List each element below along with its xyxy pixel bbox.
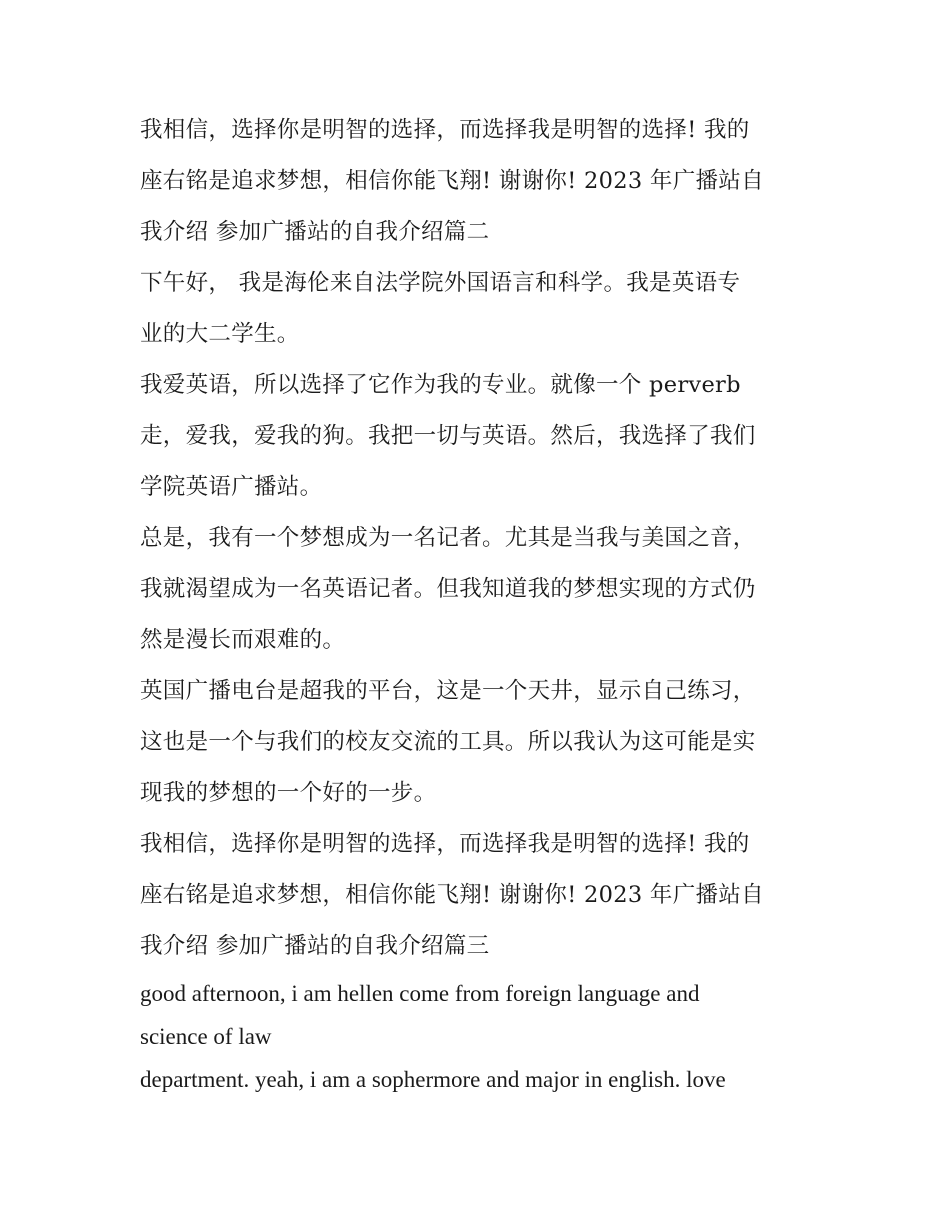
text-line: 然是漫长而艰难的。	[140, 627, 346, 653]
paragraph-greeting	[140, 258, 820, 360]
text-line: 我介绍 参加广播站的自我介绍篇二	[140, 219, 490, 245]
text-line: 学院英语广播站。	[140, 474, 323, 500]
text-line: 我就渴望成为一名英语记者。但我知道我的梦想实现的方式仍	[140, 576, 756, 602]
text-line: 英国广播电台是超我的平台，这是一个天井，显示自己练习，	[140, 678, 756, 704]
text-line: 我爱英语，所以选择了它作为我的专业。就像一个 perverb	[140, 372, 741, 398]
text-line: 这也是一个与我们的校友交流的工具。所以我认为这可能是实	[140, 729, 756, 755]
paragraph-closing-part-three	[140, 819, 820, 972]
text-line: 座右铭是追求梦想，相信你能飞翔! 谢谢你! 2023 年广播站自	[140, 168, 764, 194]
document-body	[140, 105, 820, 1101]
text-line: department. yeah, i am a sophermore and major in english. love	[140, 1067, 726, 1092]
text-line: 业的大二学生。	[140, 321, 300, 347]
text-line: 我相信，选择你是明智的选择，而选择我是明智的选择! 我的	[140, 117, 750, 143]
text-line: 下午好， 我是海伦来自法学院外国语言和科学。我是英语专	[140, 270, 741, 296]
text-line: 走，爱我，爱我的狗。我把一切与英语。然后，我选择了我们	[140, 423, 756, 449]
text-line: 座右铭是追求梦想，相信你能飞翔! 谢谢你! 2023 年广播站自	[140, 882, 764, 908]
paragraph-dream-reporter	[140, 513, 820, 666]
text-line: 我介绍 参加广播站的自我介绍篇三	[140, 933, 490, 959]
paragraph-english-greeting	[140, 972, 820, 1058]
text-line: good afternoon, i am hellen come from foreign language and	[140, 981, 700, 1006]
text-line: 现我的梦想的一个好的一步。	[140, 780, 437, 806]
paragraph-english-department	[140, 1058, 820, 1101]
text-line: science of law	[140, 1024, 272, 1049]
paragraph-broadcast-platform	[140, 666, 820, 819]
paragraph-love-english	[140, 360, 820, 513]
paragraph-closing-part-two	[140, 105, 820, 258]
text-line: 总是，我有一个梦想成为一名记者。尤其是当我与美国之音，	[140, 525, 756, 551]
text-line: 我相信，选择你是明智的选择，而选择我是明智的选择! 我的	[140, 831, 750, 857]
